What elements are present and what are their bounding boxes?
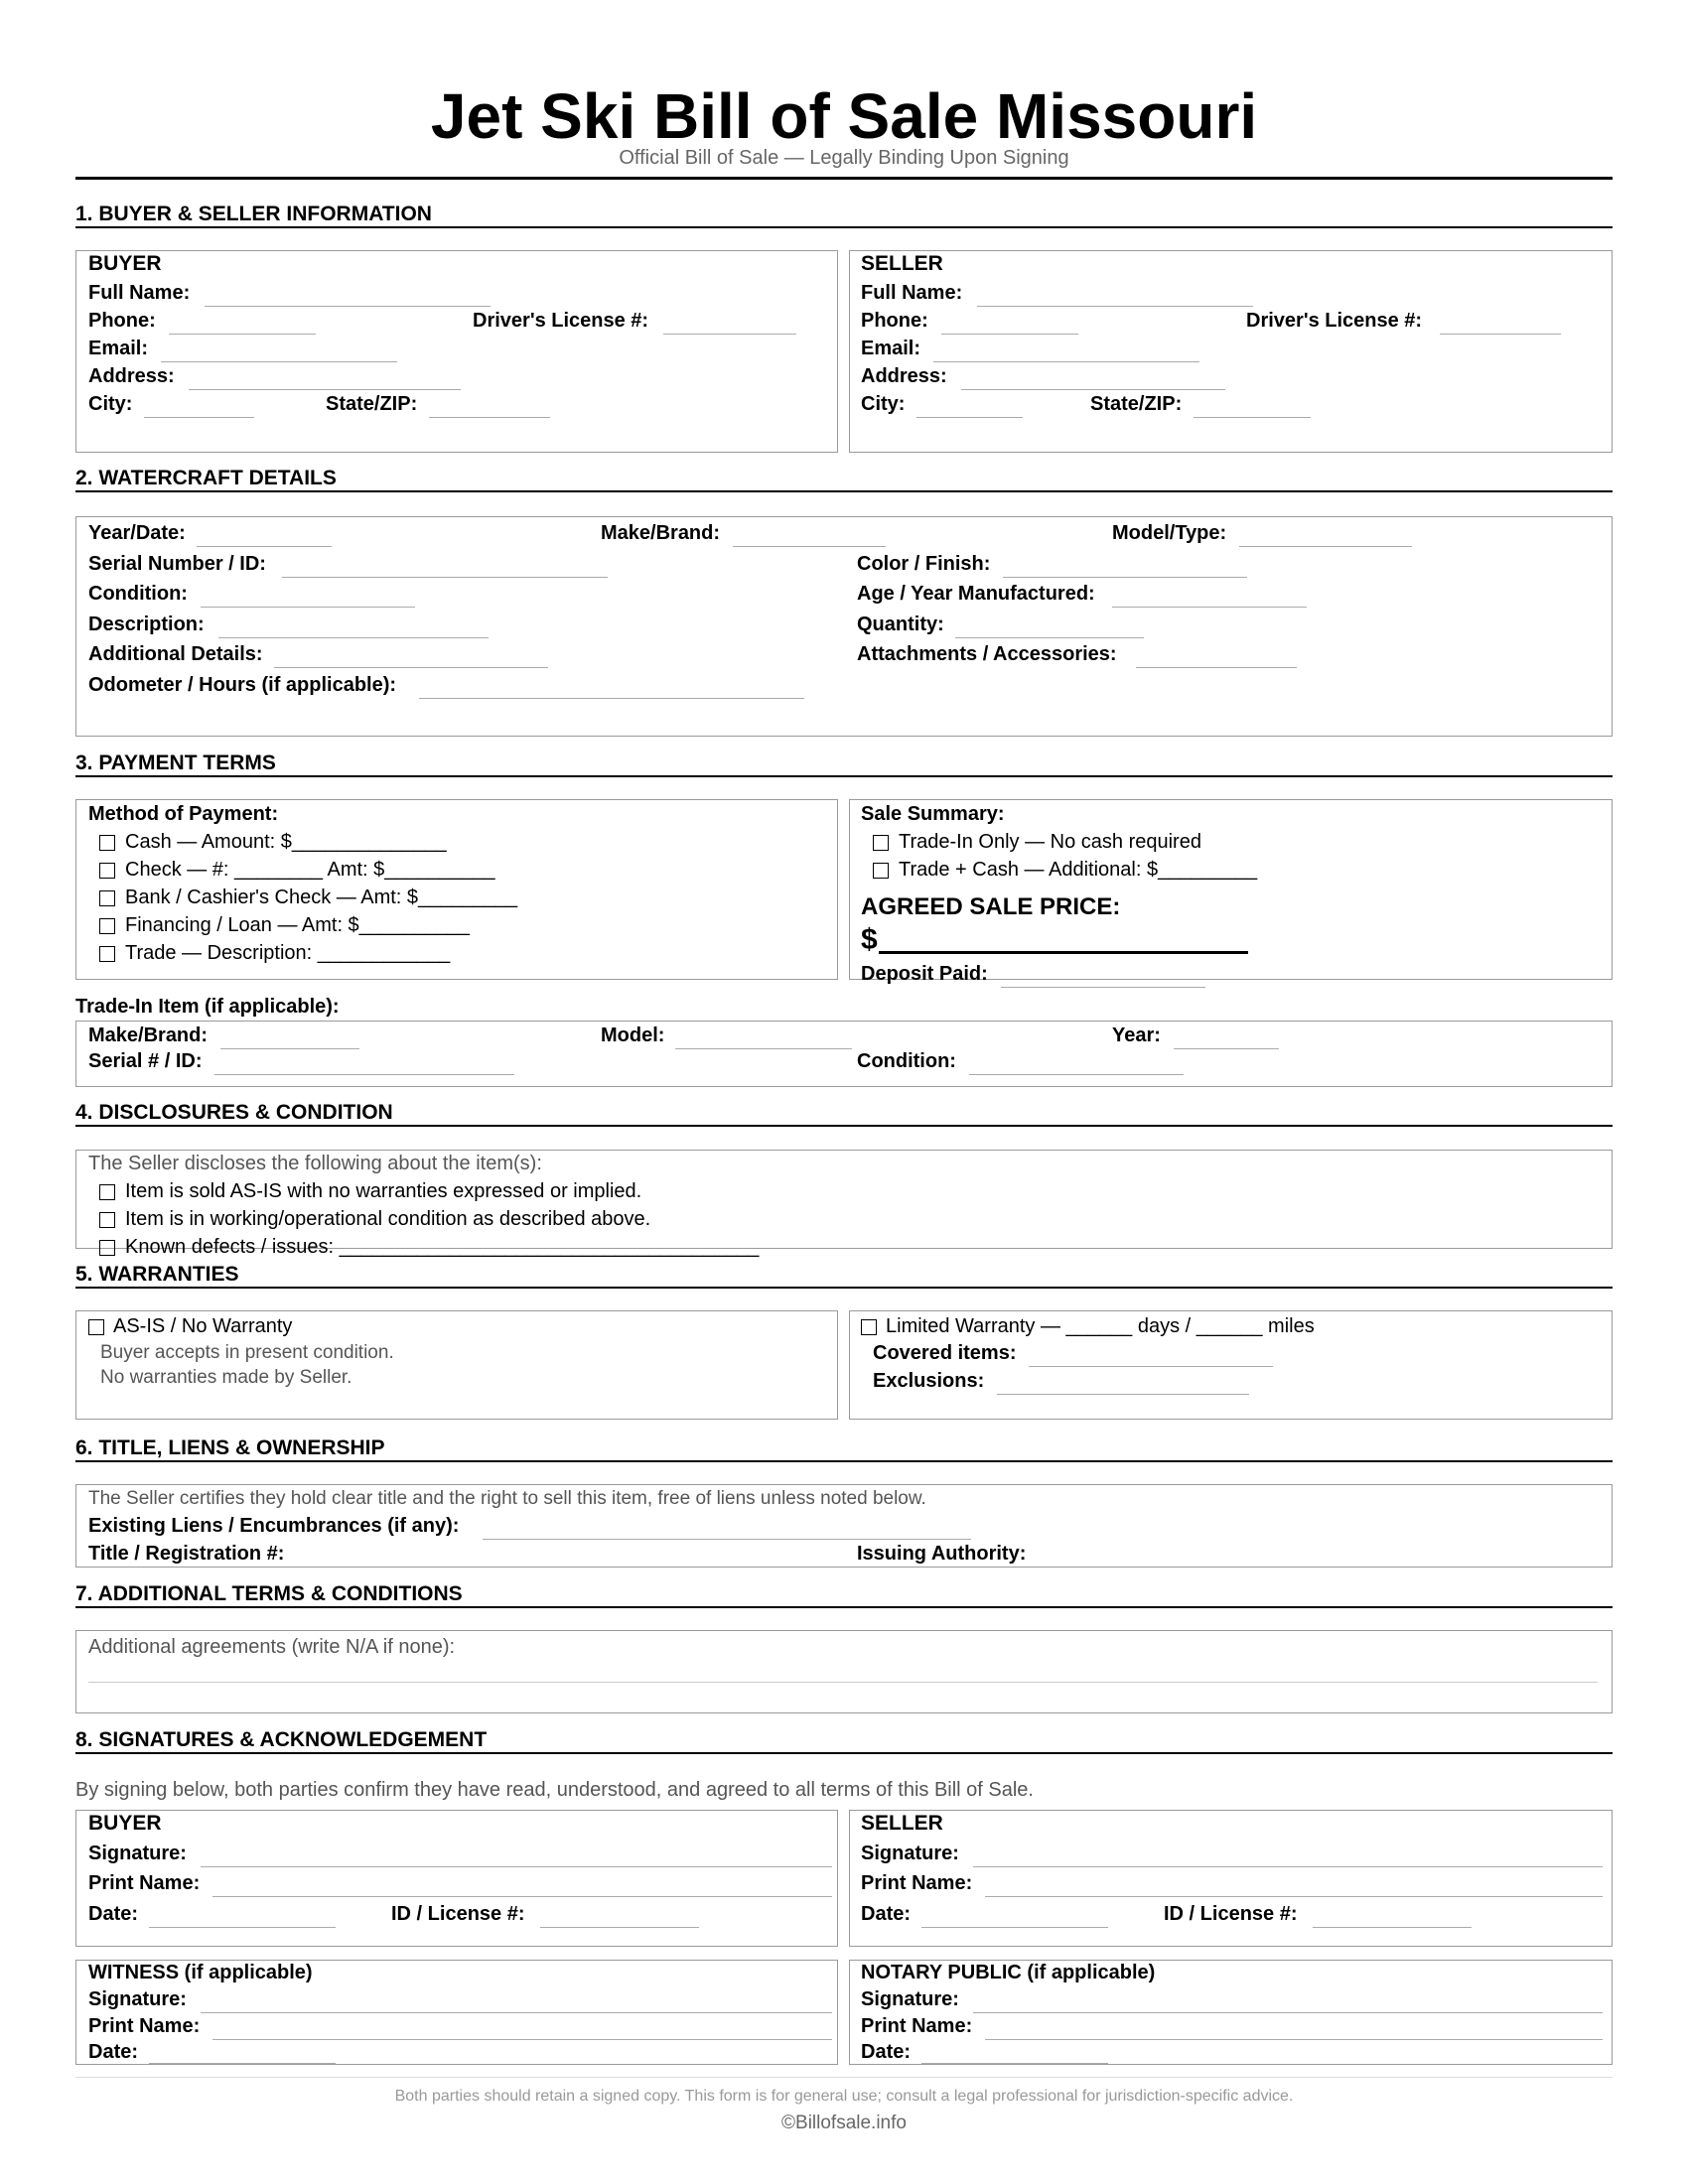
deposit-paid-label: Deposit Paid: — [861, 963, 988, 985]
seller-phone-label: Phone: — [861, 310, 928, 332]
payment-method-label: Method of Payment: — [88, 803, 279, 825]
buyer-full-name-label: Full Name: — [88, 282, 191, 304]
additional-terms-prompt: Additional agreements (write N/A if none): — [88, 1636, 456, 1658]
attachments-field[interactable] — [1136, 667, 1297, 668]
section-rule — [75, 1460, 1613, 1462]
section-heading-additional-terms: 7. ADDITIONAL TERMS & CONDITIONS — [75, 1582, 463, 1605]
seller-signature-heading: SELLER — [861, 1812, 943, 1835]
buyer-license-label: Driver's License #: — [473, 310, 649, 332]
year-field[interactable] — [197, 546, 332, 547]
as-is-warranty-option: AS-IS / No Warranty — [113, 1315, 293, 1337]
section-rule — [75, 226, 1613, 228]
section-heading-payment: 3. PAYMENT TERMS — [75, 751, 276, 774]
trade-in-model-label: Model: — [601, 1024, 665, 1046]
quantity-field[interactable] — [955, 637, 1144, 638]
buyer-address-field[interactable] — [189, 389, 461, 390]
as-is-warranty-note-2: No warranties made by Seller. — [100, 1367, 352, 1388]
condition-field[interactable] — [201, 607, 415, 608]
trade-in-serial-field[interactable] — [214, 1074, 514, 1075]
bank-check-checkbox[interactable] — [99, 890, 115, 906]
make-field[interactable] — [733, 546, 886, 547]
buyer-email-field[interactable] — [161, 361, 397, 362]
trade-in-year-label: Year: — [1112, 1024, 1161, 1046]
year-label: Year/Date: — [88, 522, 186, 544]
known-defects-option: Known defects / issues: ______________________________________ — [125, 1236, 760, 1258]
buyer-print-name-field[interactable] — [212, 1896, 832, 1897]
check-checkbox[interactable] — [99, 863, 115, 879]
odometer-field[interactable] — [419, 698, 804, 699]
buyer-date-label: Date: — [88, 1903, 139, 1925]
trade-option: Trade — Description: ____________ — [125, 942, 451, 964]
section-rule — [75, 1606, 1613, 1608]
seller-state-zip-label: State/ZIP: — [1090, 393, 1183, 415]
description-label: Description: — [88, 614, 205, 635]
section-rule — [75, 1125, 1613, 1127]
serial-field[interactable] — [282, 577, 608, 578]
witness-signature-field[interactable] — [201, 2012, 832, 2013]
witness-heading: WITNESS (if applicable) — [88, 1962, 313, 1983]
page-title: Jet Ski Bill of Sale Missouri — [430, 80, 1258, 152]
seller-city-field[interactable] — [916, 417, 1023, 418]
age-field[interactable] — [1112, 607, 1307, 608]
buyer-full-name-field[interactable] — [205, 306, 491, 307]
notary-signature-field[interactable] — [973, 2012, 1603, 2013]
seller-signature-field[interactable] — [973, 1866, 1603, 1867]
seller-email-label: Email: — [861, 338, 921, 359]
trade-in-only-option: Trade-In Only — No cash required — [899, 831, 1201, 853]
buyer-id-field[interactable] — [540, 1927, 699, 1928]
trade-plus-cash-checkbox[interactable] — [873, 863, 889, 879]
check-option: Check — #: ________ Amt: $__________ — [125, 859, 495, 881]
footer-copyright: ©Billofsale.info — [781, 2113, 907, 2133]
watercraft-box — [75, 516, 1613, 737]
model-label: Model/Type: — [1112, 522, 1227, 544]
as-is-warranty-checkbox[interactable] — [88, 1319, 104, 1335]
cash-checkbox[interactable] — [99, 835, 115, 851]
seller-full-name-field[interactable] — [977, 306, 1253, 307]
financing-checkbox[interactable] — [99, 918, 115, 934]
notary-heading: NOTARY PUBLIC (if applicable) — [861, 1962, 1156, 1983]
condition-label: Condition: — [88, 583, 188, 605]
trade-in-make-label: Make/Brand: — [88, 1024, 209, 1046]
sale-price-dollar-sign: $ — [861, 923, 878, 956]
buyer-state-zip-label: State/ZIP: — [326, 393, 418, 415]
buyer-heading: BUYER — [88, 252, 162, 275]
trade-plus-cash-option: Trade + Cash — Additional: $_________ — [899, 859, 1258, 881]
seller-signature-label: Signature: — [861, 1843, 959, 1864]
seller-license-label: Driver's License #: — [1246, 310, 1423, 332]
page-subtitle: Official Bill of Sale — Legally Binding Upon Signing — [619, 147, 1069, 169]
section-rule — [75, 1287, 1613, 1289]
seller-address-label: Address: — [861, 365, 947, 387]
section-heading-buyer-seller: 1. BUYER & SELLER INFORMATION — [75, 203, 432, 225]
make-label: Make/Brand: — [601, 522, 721, 544]
as-is-checkbox[interactable] — [99, 1184, 115, 1200]
issuing-authority-label: Issuing Authority: — [857, 1543, 1027, 1565]
seller-address-field[interactable] — [961, 389, 1225, 390]
as-is-option: Item is sold AS-IS with no warranties expressed or implied. — [125, 1180, 642, 1202]
notary-print-name-label: Print Name: — [861, 2015, 973, 2037]
trade-in-year-field[interactable] — [1174, 1048, 1279, 1049]
trade-in-heading: Trade-In Item (if applicable): — [75, 996, 340, 1018]
buyer-id-label: ID / License #: — [391, 1903, 525, 1925]
odometer-label: Odometer / Hours (if applicable): — [88, 674, 397, 696]
buyer-phone-label: Phone: — [88, 310, 156, 332]
working-condition-option: Item is in working/operational condition as described above. — [125, 1208, 651, 1230]
section-heading-disclosures: 4. DISCLOSURES & CONDITION — [75, 1101, 393, 1124]
section-heading-warranties: 5. WARRANTIES — [75, 1263, 239, 1286]
notary-signature-label: Signature: — [861, 1988, 959, 2010]
buyer-license-field[interactable] — [663, 334, 796, 335]
buyer-city-label: City: — [88, 393, 133, 415]
seller-license-field[interactable] — [1440, 334, 1561, 335]
agreed-sale-price-label: AGREED SALE PRICE: — [861, 893, 1121, 920]
section-rule — [75, 775, 1613, 777]
cash-option: Cash — Amount: $______________ — [125, 831, 447, 853]
footer-divider — [75, 2077, 1613, 2078]
section-rule — [75, 1752, 1613, 1754]
exclusions-field[interactable] — [997, 1394, 1249, 1395]
notary-print-name-field[interactable] — [985, 2039, 1603, 2040]
color-label: Color / Finish: — [857, 553, 991, 575]
section-rule — [75, 490, 1613, 492]
buyer-email-label: Email: — [88, 338, 149, 359]
trade-in-condition-label: Condition: — [857, 1050, 956, 1072]
notary-date-label: Date: — [861, 2041, 912, 2063]
financing-option: Financing / Loan — Amt: $__________ — [125, 914, 470, 936]
seller-date-label: Date: — [861, 1903, 912, 1925]
section-heading-watercraft: 2. WATERCRAFT DETAILS — [75, 467, 337, 489]
buyer-signature-field[interactable] — [201, 1866, 832, 1867]
bank-check-option: Bank / Cashier's Check — Amt: $_________ — [125, 887, 518, 908]
buyer-print-name-label: Print Name: — [88, 1872, 201, 1894]
witness-print-name-label: Print Name: — [88, 2015, 201, 2037]
witness-print-name-field[interactable] — [212, 2039, 832, 2040]
as-is-warranty-note-1: Buyer accepts in present condition. — [100, 1342, 394, 1363]
seller-info-box — [849, 250, 1613, 453]
quantity-label: Quantity: — [857, 614, 944, 635]
covered-items-field[interactable] — [1029, 1366, 1273, 1367]
seller-phone-field[interactable] — [941, 334, 1078, 335]
trade-in-box — [75, 1021, 1613, 1087]
trade-in-only-checkbox[interactable] — [873, 835, 889, 851]
color-field[interactable] — [1003, 577, 1247, 578]
description-field[interactable] — [218, 637, 489, 638]
buyer-signature-heading: BUYER — [88, 1812, 162, 1835]
disclosures-intro: The Seller discloses the following about the item(s): — [88, 1153, 542, 1174]
known-defects-checkbox[interactable] — [99, 1240, 115, 1256]
sale-price-field[interactable] — [879, 951, 1248, 954]
buyer-signature-label: Signature: — [88, 1843, 187, 1864]
seller-date-field[interactable] — [921, 1927, 1108, 1928]
limited-warranty-option: Limited Warranty — ______ days / ______ miles — [886, 1315, 1315, 1337]
additional-terms-field[interactable] — [88, 1682, 1598, 1683]
header-rule — [75, 177, 1613, 180]
buyer-phone-field[interactable] — [169, 334, 316, 335]
exclusions-label: Exclusions: — [873, 1370, 985, 1392]
attachments-label: Attachments / Accessories: — [857, 643, 1117, 665]
seller-print-name-field[interactable] — [985, 1896, 1603, 1897]
seller-id-field[interactable] — [1313, 1927, 1472, 1928]
trade-checkbox[interactable] — [99, 946, 115, 962]
seller-heading: SELLER — [861, 252, 943, 275]
section-heading-title-liens: 6. TITLE, LIENS & OWNERSHIP — [75, 1436, 385, 1459]
trade-in-condition-field[interactable] — [969, 1074, 1184, 1075]
model-field[interactable] — [1239, 546, 1412, 547]
section-heading-signatures: 8. SIGNATURES & ACKNOWLEDGEMENT — [75, 1728, 488, 1751]
signature-acknowledgement-text: By signing below, both parties confirm they have read, understood, and agreed to all terms of this Bill of Sale. — [75, 1779, 1034, 1801]
witness-date-field[interactable] — [149, 2063, 336, 2064]
buyer-date-field[interactable] — [149, 1927, 336, 1928]
witness-date-label: Date: — [88, 2041, 139, 2063]
serial-label: Serial Number / ID: — [88, 553, 266, 575]
trade-in-serial-label: Serial # / ID: — [88, 1050, 203, 1072]
seller-state-zip-field[interactable] — [1194, 417, 1311, 418]
trade-in-model-field[interactable] — [675, 1048, 852, 1049]
buyer-address-label: Address: — [88, 365, 175, 387]
buyer-city-field[interactable] — [144, 417, 254, 418]
age-label: Age / Year Manufactured: — [857, 583, 1095, 605]
limited-warranty-checkbox[interactable] — [861, 1319, 877, 1335]
buyer-info-box — [75, 250, 838, 453]
notary-date-field[interactable] — [921, 2063, 1108, 2064]
title-registration-label: Title / Registration #: — [88, 1543, 285, 1565]
seller-full-name-label: Full Name: — [861, 282, 963, 304]
sale-summary-label: Sale Summary: — [861, 803, 1005, 825]
buyer-state-zip-field[interactable] — [429, 417, 550, 418]
deposit-paid-field[interactable] — [1001, 987, 1205, 988]
title-certification-text: The Seller certifies they hold clear title and the right to sell this item, free of liens unless noted below. — [88, 1488, 926, 1509]
additional-details-field[interactable] — [274, 667, 548, 668]
working-condition-checkbox[interactable] — [99, 1212, 115, 1228]
additional-details-label: Additional Details: — [88, 643, 263, 665]
witness-signature-label: Signature: — [88, 1988, 187, 2010]
seller-id-label: ID / License #: — [1164, 1903, 1298, 1925]
seller-city-label: City: — [861, 393, 906, 415]
seller-email-field[interactable] — [933, 361, 1199, 362]
existing-liens-label: Existing Liens / Encumbrances (if any): — [88, 1515, 460, 1537]
trade-in-make-field[interactable] — [220, 1048, 359, 1049]
footer-note: Both parties should retain a signed copy. This form is for general use; consult a legal professional for jurisdiction-specific advice. — [394, 2088, 1294, 2105]
seller-print-name-label: Print Name: — [861, 1872, 973, 1894]
covered-items-label: Covered items: — [873, 1342, 1017, 1364]
existing-liens-field[interactable] — [483, 1539, 971, 1540]
